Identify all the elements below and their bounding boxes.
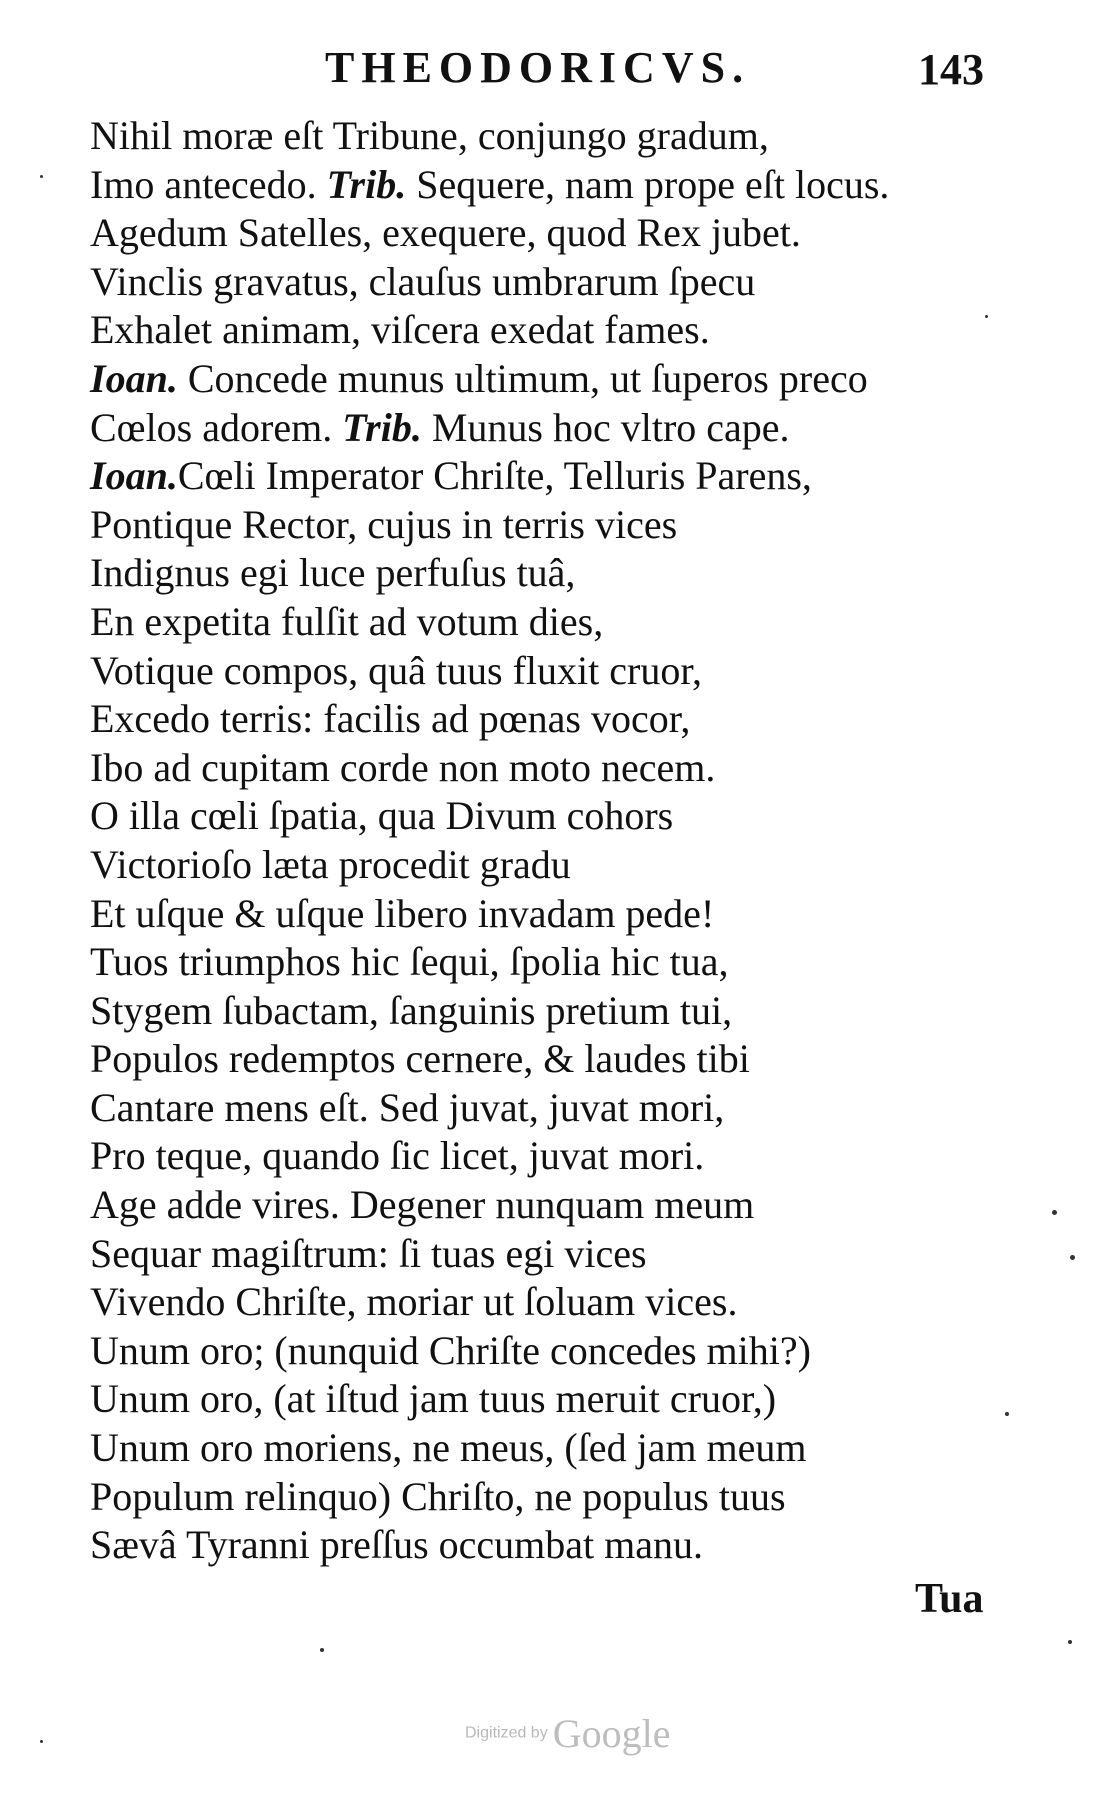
verse-line: Ibo ad cupitam corde non moto necem.: [90, 744, 716, 790]
verse-line: Vinclis gravatus, clauſus umbrarum ſpecu: [90, 258, 756, 304]
verse-line: Pro teque, quando ſic licet, juvat mori.: [90, 1133, 705, 1179]
verse-line: Populum relinquo) Chriſto, ne populus tuus: [90, 1473, 786, 1519]
verse-line: Victorioſo læta procedit gradu: [90, 841, 571, 887]
page-header: [0, 42, 1117, 102]
verse-line: Agedum Satelles, exequere, quod Rex jubet.: [90, 210, 801, 256]
verse-text-block: [90, 112, 1050, 1570]
speaker-label: Trib.: [342, 404, 422, 450]
verse-line: Exhalet animam, viſcera exedat fames.: [90, 307, 710, 353]
scan-speck: [1068, 1640, 1072, 1644]
verse-line: Sequar magiſtrum: ſi tuas egi vices: [90, 1230, 647, 1276]
catchword: Tua: [915, 1576, 984, 1622]
verse-line: Stygem ſubactam, ſanguinis pretium tui,: [90, 987, 733, 1033]
google-logo: Google: [552, 1711, 671, 1756]
digitized-watermark: [465, 1710, 671, 1757]
digitized-label: Digitized by: [465, 1724, 548, 1742]
verse-line: Votique compos, quâ tuus fluxit cruor,: [90, 647, 703, 693]
verse-line: Populos redemptos cernere, & laudes tibi: [90, 1036, 750, 1082]
verse-line: Excedo terris: facilis ad pœnas vocor,: [90, 696, 691, 742]
verse-line: Unum oro moriens, ne meus, (ſed jam meum: [90, 1425, 807, 1471]
verse-line: Unum oro; (nunquid Chriſte concedes mihi?): [90, 1327, 811, 1373]
speaker-label: Ioan.: [90, 453, 178, 499]
verse-line: Et uſque & uſque libero invadam pede!: [90, 890, 715, 936]
speaker-label: Ioan.: [90, 355, 178, 401]
verse-line: Ioan.Cœli Imperator Chriſte, Telluris Parens,: [90, 453, 812, 499]
verse-line: O illa cœli ſpatia, qua Divum cohors: [90, 793, 674, 839]
verse-line: Unum oro, (at iſtud jam tuus meruit cruor,): [90, 1376, 777, 1422]
verse-line: Tuos triumphos hic ſequi, ſpolia hic tua,: [90, 939, 729, 985]
page-number: 143: [918, 45, 984, 94]
speaker-label: Trib.: [326, 161, 407, 207]
verse-line: Vivendo Chriſte, moriar ut ſoluam vices.: [90, 1279, 738, 1325]
verse-line: Age adde vires. Degener nunquam meum: [90, 1182, 755, 1228]
verse-line: En expetita fulſit ad votum dies,: [90, 598, 604, 644]
scan-speck: [320, 1648, 324, 1652]
scan-speck: [40, 1740, 43, 1743]
verse-line: Pontique Rector, cujus in terris vices: [90, 501, 678, 547]
scan-speck: [1070, 1255, 1075, 1260]
scan-speck: [1005, 1412, 1009, 1416]
scan-speck: [40, 175, 43, 178]
verse-line: Cantare mens eſt. Sed juvat, juvat mori,: [90, 1084, 725, 1130]
verse-line: Cœlos adorem. Trib. Munus hoc vltro cape.: [90, 404, 790, 450]
verse-line: Nihil moræ eſt Tribune, conjungo gradum,: [90, 113, 769, 158]
scan-speck: [985, 315, 988, 318]
scan-speck: [1052, 1210, 1057, 1215]
verse-line: Ioan. Concede munus ultimum, ut ſuperos preco: [90, 355, 868, 401]
verse-line: Sævâ Tyranni preſſus occumbat manu.: [90, 1522, 704, 1568]
running-title: THEODORICVS.: [325, 43, 751, 92]
verse-line: Indignus egi luce perfuſus tuâ,: [90, 550, 576, 596]
verse-line: Imo antecedo. Trib. Sequere, nam prope eſt locus.: [90, 161, 890, 207]
